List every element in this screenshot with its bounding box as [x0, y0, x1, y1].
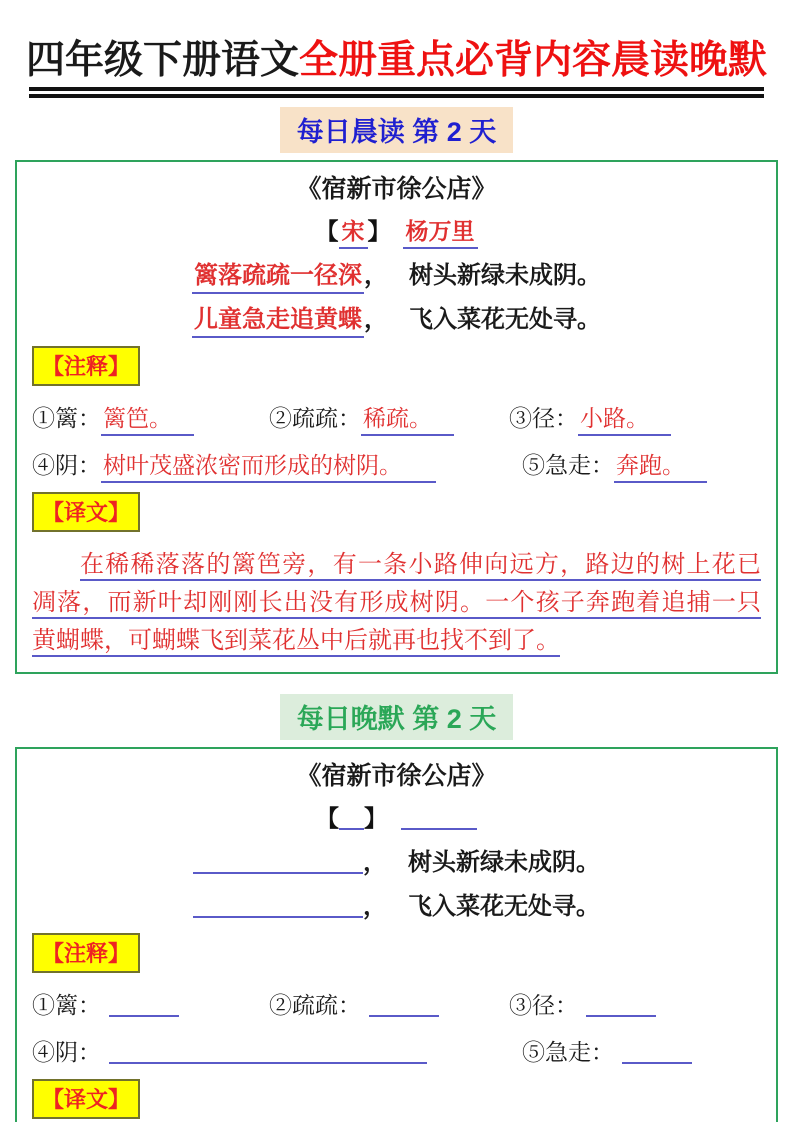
- translation-label: 【译文】: [32, 492, 140, 532]
- note-blank: [622, 1042, 692, 1064]
- note-term: ④阴：: [32, 1039, 101, 1066]
- note-term: ②疏疏：: [269, 992, 361, 1019]
- notes-blank-row: [32, 987, 761, 1020]
- note-blank: [109, 1042, 427, 1064]
- page-title: [0, 0, 793, 82]
- author-blank: [401, 808, 477, 830]
- notes-row: [32, 400, 761, 433]
- poem-title: 《宿新市徐公店》: [296, 762, 497, 791]
- note-item: [32, 1034, 522, 1067]
- bracket-close: 】: [364, 805, 387, 832]
- note-item: [509, 987, 761, 1020]
- translation-line: 在稀稀落落的篱笆旁，有一条小路伸向远方，路边的树上花已: [80, 551, 761, 579]
- bracket-open: 【: [316, 805, 339, 832]
- poem-blank: [193, 852, 363, 874]
- note-term: ①篱：: [32, 405, 101, 432]
- translation-label-row: [32, 1067, 761, 1119]
- page-title-red-part: 全册重点必背内容晨读晚默: [299, 39, 768, 82]
- poem-blank-line: [32, 842, 761, 877]
- note-item: [32, 447, 522, 480]
- translation-line: 凋落，而新叶却刚刚长出没有形成树阴。一个孩子奔跑着追捕一只: [32, 589, 761, 617]
- evening-recite-box: [15, 747, 778, 1122]
- notes-label: 【注释】: [32, 933, 140, 973]
- poem-punct: ，: [364, 306, 388, 334]
- translation-line: 黄蝴蝶，可蝴蝶飞到菜花丛中后就再也找不到了。: [32, 627, 560, 655]
- note-answer: 篱笆。: [101, 405, 194, 436]
- translation-text: [32, 546, 761, 660]
- note-item: [522, 1034, 761, 1067]
- note-term: ⑤急走：: [522, 1039, 614, 1066]
- poem-line: [32, 299, 761, 334]
- note-item: [269, 400, 509, 433]
- poem-blank: [193, 896, 363, 918]
- author-line: [32, 213, 761, 246]
- notes-blank-row: [32, 1034, 761, 1067]
- evening-band-row: [0, 683, 793, 740]
- poem-title: 《宿新市徐公店》: [296, 175, 497, 204]
- poem-punct: ，: [363, 893, 387, 921]
- note-answer: 稀疏。: [361, 405, 454, 436]
- dynasty-blank: [339, 808, 364, 830]
- note-term: ③径：: [509, 405, 578, 432]
- note-blank: [369, 995, 439, 1017]
- note-answer: 树叶茂盛浓密而形成的树阴。: [101, 452, 436, 483]
- note-term: ②疏疏：: [269, 405, 361, 432]
- evening-section-header: 每日晚默 第 2 天: [280, 694, 514, 740]
- morning-band-row: [0, 107, 793, 153]
- note-term: ①篱：: [32, 992, 101, 1019]
- note-item: [522, 447, 761, 480]
- note-item: [32, 400, 269, 433]
- note-item: [32, 987, 269, 1020]
- translation-label: 【译文】: [32, 1079, 140, 1119]
- author-blank-line: [32, 800, 761, 833]
- bracket-open: 【: [315, 218, 339, 245]
- poem-answer: 篱落疏疏一径深: [192, 262, 364, 294]
- note-blank: [109, 995, 179, 1017]
- note-answer: 奔跑。: [614, 452, 707, 483]
- translation-label-row: [32, 480, 761, 532]
- poem-rest: 树头新绿未成阴。: [408, 849, 600, 877]
- notes-row: [32, 447, 761, 480]
- poem-answer: 儿童急走追黄蝶: [192, 306, 364, 338]
- note-answer: 小路。: [578, 405, 671, 436]
- note-term: ⑤急走：: [522, 452, 614, 479]
- poem-rest: 飞入菜花无处寻。: [408, 893, 600, 921]
- notes-label-row: [32, 921, 761, 973]
- title-divider: [29, 87, 764, 98]
- poem-punct: ，: [364, 262, 388, 290]
- poem-blank-line: [32, 886, 761, 921]
- poem-line: [32, 255, 761, 290]
- poem-rest: 树头新绿未成阴。: [409, 262, 601, 290]
- morning-reading-box: [15, 160, 778, 674]
- morning-section-header: 每日晨读 第 2 天: [280, 107, 514, 153]
- note-blank: [586, 995, 656, 1017]
- bracket-close: 】: [367, 218, 391, 245]
- notes-label-row: [32, 334, 761, 386]
- notes-label: 【注释】: [32, 346, 140, 386]
- author-name: 杨万里: [403, 218, 478, 249]
- note-item: [269, 987, 509, 1020]
- page-title-black-part: 四年级下册语文: [25, 39, 299, 82]
- dynasty-label: 宋: [339, 218, 368, 249]
- note-item: [509, 400, 761, 433]
- poem-punct: ，: [363, 849, 387, 877]
- note-term: ④阴：: [32, 452, 101, 479]
- poem-rest: 飞入菜花无处寻。: [409, 306, 601, 334]
- note-term: ③径：: [509, 992, 578, 1019]
